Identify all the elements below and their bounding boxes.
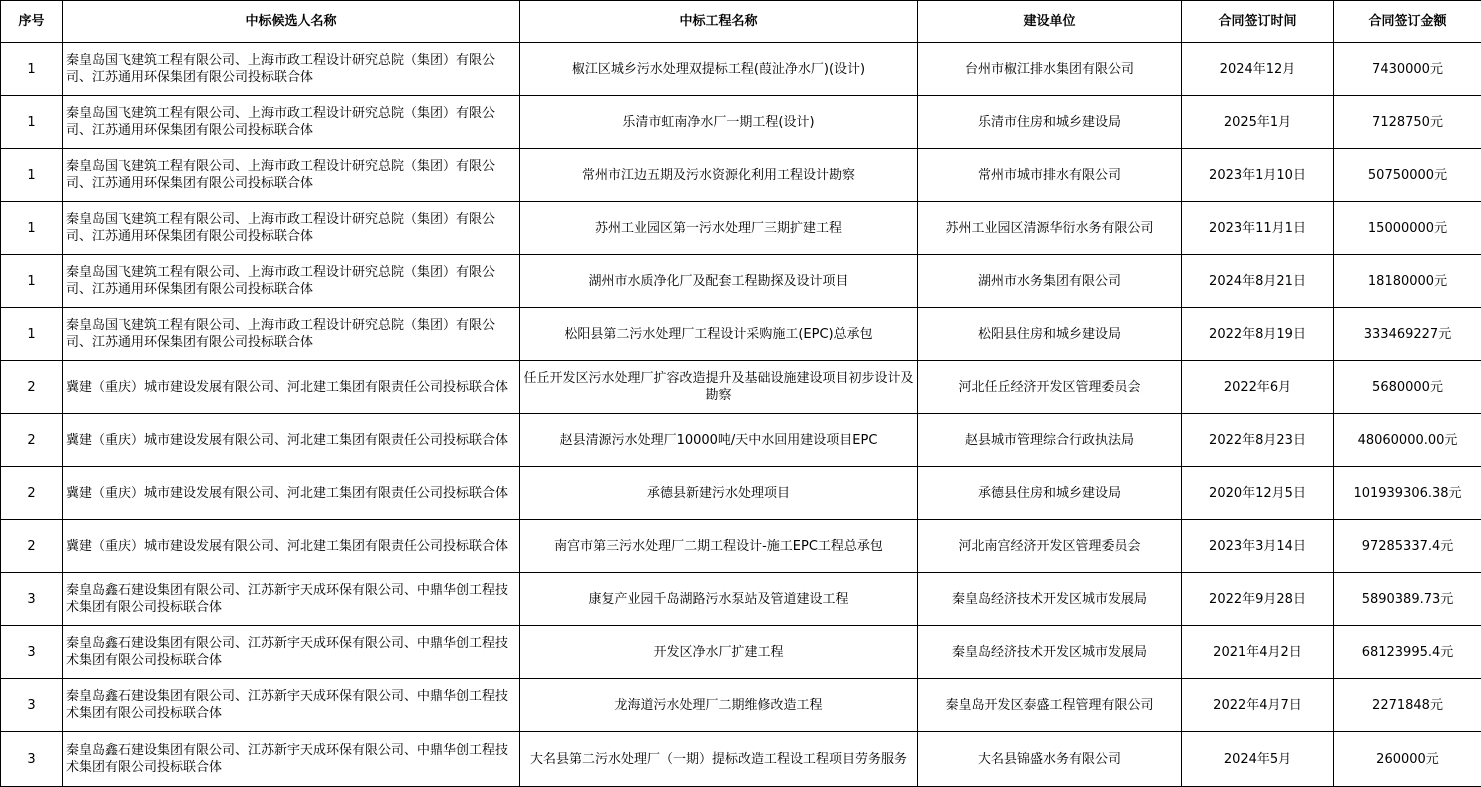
cell-candidate-name: 秦皇岛国飞建筑工程有限公司、上海市政工程设计研究总院（集团）有限公司、江苏通用环保集团有限公司投标联合体: [63, 96, 520, 149]
cell-construction-unit: 秦皇岛开发区泰盛工程管理有限公司: [918, 679, 1182, 732]
table-row: [1, 414, 1481, 467]
table-row: [1, 255, 1481, 308]
cell-candidate-name: 秦皇岛国飞建筑工程有限公司、上海市政工程设计研究总院（集团）有限公司、江苏通用环保集团有限公司投标联合体: [63, 43, 520, 96]
table-row: [1, 467, 1481, 520]
cell-project-name: 任丘开发区污水处理厂扩容改造提升及基础设施建设项目初步设计及勘察: [520, 361, 918, 414]
cell-no: 2: [1, 520, 63, 573]
cell-project-name: 湖州市水质净化厂及配套工程勘探及设计项目: [520, 255, 918, 308]
cell-contract-date: 2022年8月23日: [1182, 414, 1334, 467]
cell-construction-unit: 苏州工业园区清源华衍水务有限公司: [918, 202, 1182, 255]
cell-no: 1: [1, 149, 63, 202]
cell-no: 3: [1, 626, 63, 679]
cell-construction-unit: 松阳县住房和城乡建设局: [918, 308, 1182, 361]
header-contract-amount: 合同签订金额: [1334, 1, 1481, 43]
cell-contract-date: 2024年5月: [1182, 732, 1334, 787]
cell-construction-unit: 大名县锦盛水务有限公司: [918, 732, 1182, 787]
cell-project-name: 龙海道污水处理厂二期维修改造工程: [520, 679, 918, 732]
table-row: [1, 361, 1481, 414]
cell-no: 1: [1, 308, 63, 361]
cell-project-name: 大名县第二污水处理厂（一期）提标改造工程设工程项目劳务服务: [520, 732, 918, 787]
cell-no: 2: [1, 414, 63, 467]
cell-construction-unit: 乐清市住房和城乡建设局: [918, 96, 1182, 149]
cell-contract-amount: 68123995.4元: [1334, 626, 1481, 679]
cell-candidate-name: 冀建（重庆）城市建设发展有限公司、河北建工集团有限责任公司投标联合体: [63, 414, 520, 467]
header-candidate-name: 中标候选人名称: [63, 1, 520, 43]
table-row: [1, 573, 1481, 626]
cell-project-name: 赵县清源污水处理厂10000吨/天中水回用建设项目EPC: [520, 414, 918, 467]
cell-construction-unit: 台州市椒江排水集团有限公司: [918, 43, 1182, 96]
cell-candidate-name: 秦皇岛国飞建筑工程有限公司、上海市政工程设计研究总院（集团）有限公司、江苏通用环保集团有限公司投标联合体: [63, 202, 520, 255]
cell-project-name: 开发区净水厂扩建工程: [520, 626, 918, 679]
cell-construction-unit: 常州市城市排水有限公司: [918, 149, 1182, 202]
cell-contract-date: 2024年12月: [1182, 43, 1334, 96]
cell-candidate-name: 冀建（重庆）城市建设发展有限公司、河北建工集团有限责任公司投标联合体: [63, 520, 520, 573]
table-row: [1, 202, 1481, 255]
cell-no: 1: [1, 202, 63, 255]
cell-project-name: 康复产业园千岛湖路污水泵站及管道建设工程: [520, 573, 918, 626]
cell-candidate-name: 秦皇岛国飞建筑工程有限公司、上海市政工程设计研究总院（集团）有限公司、江苏通用环保集团有限公司投标联合体: [63, 255, 520, 308]
cell-project-name: 椒江区城乡污水处理双提标工程(葭沚净水厂)(设计): [520, 43, 918, 96]
cell-contract-amount: 333469227元: [1334, 308, 1481, 361]
cell-contract-date: 2024年8月21日: [1182, 255, 1334, 308]
cell-contract-amount: 260000元: [1334, 732, 1481, 787]
cell-candidate-name: 秦皇岛国飞建筑工程有限公司、上海市政工程设计研究总院（集团）有限公司、江苏通用环保集团有限公司投标联合体: [63, 308, 520, 361]
cell-project-name: 承德县新建污水处理项目: [520, 467, 918, 520]
cell-contract-amount: 15000000元: [1334, 202, 1481, 255]
cell-candidate-name: 秦皇岛鑫石建设集团有限公司、江苏新宇天成环保有限公司、中鼎华创工程技术集团有限公司投标联合体: [63, 573, 520, 626]
header-construction-unit: 建设单位: [918, 1, 1182, 43]
cell-no: 2: [1, 467, 63, 520]
cell-project-name: 苏州工业园区第一污水处理厂三期扩建工程: [520, 202, 918, 255]
cell-candidate-name: 秦皇岛鑫石建设集团有限公司、江苏新宇天成环保有限公司、中鼎华创工程技术集团有限公司投标联合体: [63, 626, 520, 679]
cell-candidate-name: 秦皇岛国飞建筑工程有限公司、上海市政工程设计研究总院（集团）有限公司、江苏通用环保集团有限公司投标联合体: [63, 149, 520, 202]
cell-candidate-name: 秦皇岛鑫石建设集团有限公司、江苏新宇天成环保有限公司、中鼎华创工程技术集团有限公司投标联合体: [63, 679, 520, 732]
cell-contract-date: 2023年1月10日: [1182, 149, 1334, 202]
cell-contract-amount: 18180000元: [1334, 255, 1481, 308]
cell-contract-amount: 7128750元: [1334, 96, 1481, 149]
cell-contract-date: 2022年9月28日: [1182, 573, 1334, 626]
header-row: [1, 1, 1481, 43]
table-row: [1, 149, 1481, 202]
cell-construction-unit: 秦皇岛经济技术开发区城市发展局: [918, 573, 1182, 626]
cell-no: 3: [1, 732, 63, 787]
cell-no: 2: [1, 361, 63, 414]
cell-contract-amount: 7430000元: [1334, 43, 1481, 96]
table-row: [1, 96, 1481, 149]
cell-contract-date: 2020年12月5日: [1182, 467, 1334, 520]
cell-project-name: 松阳县第二污水处理厂工程设计采购施工(EPC)总承包: [520, 308, 918, 361]
cell-contract-amount: 2271848元: [1334, 679, 1481, 732]
cell-candidate-name: 冀建（重庆）城市建设发展有限公司、河北建工集团有限责任公司投标联合体: [63, 361, 520, 414]
cell-candidate-name: 秦皇岛鑫石建设集团有限公司、江苏新宇天成环保有限公司、中鼎华创工程技术集团有限公司投标联合体: [63, 732, 520, 787]
cell-contract-date: 2021年4月2日: [1182, 626, 1334, 679]
header-project-name: 中标工程名称: [520, 1, 918, 43]
cell-construction-unit: 承德县住房和城乡建设局: [918, 467, 1182, 520]
cell-contract-date: 2025年1月: [1182, 96, 1334, 149]
cell-contract-amount: 50750000元: [1334, 149, 1481, 202]
cell-contract-amount: 48060000.00元: [1334, 414, 1481, 467]
cell-candidate-name: 冀建（重庆）城市建设发展有限公司、河北建工集团有限责任公司投标联合体: [63, 467, 520, 520]
cell-construction-unit: 湖州市水务集团有限公司: [918, 255, 1182, 308]
table-row: [1, 732, 1481, 787]
cell-contract-amount: 97285337.4元: [1334, 520, 1481, 573]
header-no: 序号: [1, 1, 63, 43]
header-contract-date: 合同签订时间: [1182, 1, 1334, 43]
cell-contract-amount: 101939306.38元: [1334, 467, 1481, 520]
cell-contract-date: 2023年11月1日: [1182, 202, 1334, 255]
cell-construction-unit: 河北任丘经济开发区管理委员会: [918, 361, 1182, 414]
cell-contract-amount: 5890389.73元: [1334, 573, 1481, 626]
cell-no: 1: [1, 96, 63, 149]
cell-contract-date: 2022年4月7日: [1182, 679, 1334, 732]
table-row: [1, 520, 1481, 573]
table-row: [1, 679, 1481, 732]
cell-construction-unit: 秦皇岛经济技术开发区城市发展局: [918, 626, 1182, 679]
cell-construction-unit: 赵县城市管理综合行政执法局: [918, 414, 1182, 467]
cell-no: 1: [1, 43, 63, 96]
cell-project-name: 南宫市第三污水处理厂二期工程设计-施工EPC工程总承包: [520, 520, 918, 573]
cell-no: 1: [1, 255, 63, 308]
cell-construction-unit: 河北南宫经济开发区管理委员会: [918, 520, 1182, 573]
cell-project-name: 乐清市虹南净水厂一期工程(设计): [520, 96, 918, 149]
table-row: [1, 43, 1481, 96]
table-row: [1, 308, 1481, 361]
cell-no: 3: [1, 573, 63, 626]
cell-project-name: 常州市江边五期及污水资源化利用工程设计勘察: [520, 149, 918, 202]
cell-contract-date: 2022年8月19日: [1182, 308, 1334, 361]
table-row: [1, 626, 1481, 679]
cell-contract-date: 2023年3月14日: [1182, 520, 1334, 573]
cell-contract-amount: 5680000元: [1334, 361, 1481, 414]
cell-no: 3: [1, 679, 63, 732]
cell-contract-date: 2022年6月: [1182, 361, 1334, 414]
